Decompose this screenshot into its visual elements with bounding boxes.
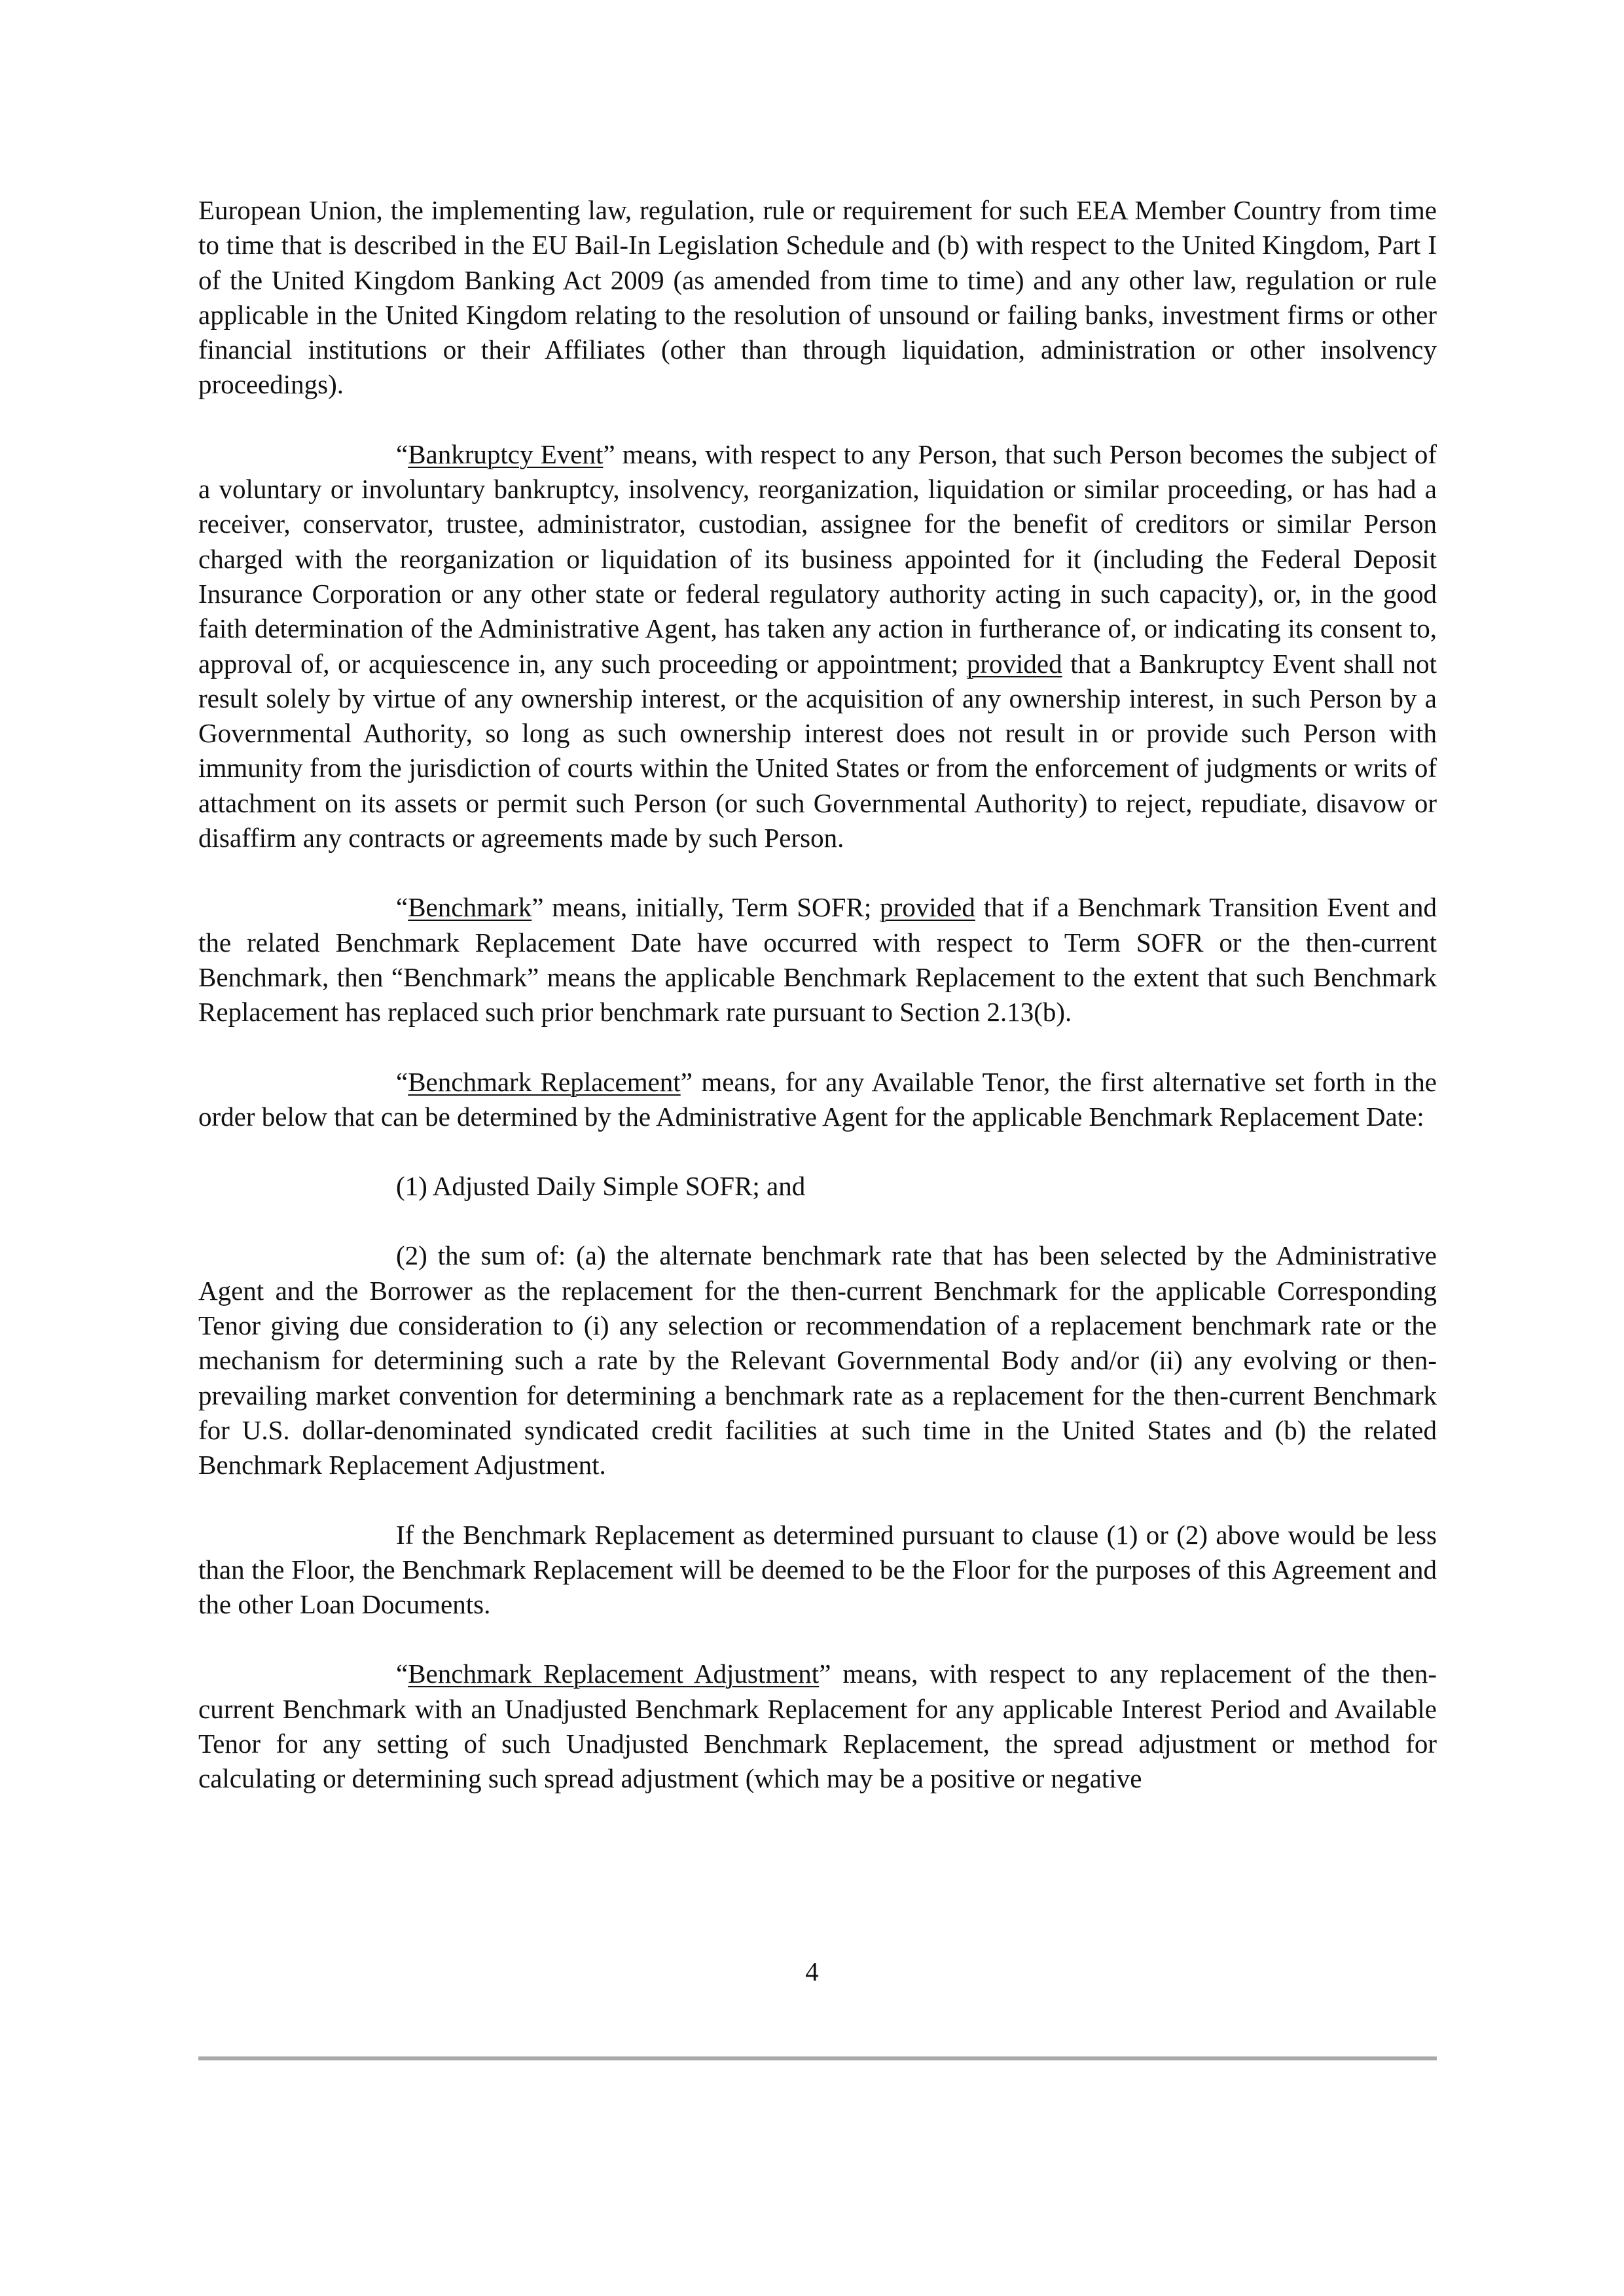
defined-term-benchmark-replacement-adjustment: Benchmark Replacement Adjustment [408, 1659, 820, 1689]
paragraph-text: “ [396, 1066, 408, 1097]
document-page [198, 193, 1437, 1831]
paragraph-bankruptcy-event [198, 437, 1437, 856]
paragraph-clause-2 [198, 1238, 1437, 1482]
paragraph-text: ” means, initially, Term SOFR; [532, 892, 880, 923]
footer-divider [198, 2056, 1437, 2060]
page-number: 4 [805, 1956, 819, 1986]
paragraph-text: “ [396, 439, 408, 469]
paragraph-benchmark [198, 890, 1437, 1030]
paragraph-text: ” means, for any Available Tenor, the first alternative set forth in the order below that can be determined by the Administrative Agent for the applicable Benchmark Replacement Date: [198, 1066, 1437, 1132]
paragraph-benchmark-replacement-adjustment [198, 1657, 1437, 1796]
defined-term-benchmark: Benchmark [408, 892, 532, 923]
paragraph-text: (1) Adjusted Daily Simple SOFR; and [396, 1171, 806, 1202]
paragraph-text: European Union, the implementing law, regulation, rule or requirement for such EEA Member Country from time to time that is described in the EU Bail-In Legislation Schedule and (b) with respect to the United Kingdom, Part I of the United Kingdom Banking Act 2009 (as amended from time to time) and any other law, regulation or rule applicable in the United Kingdom relating to the resolution of unsound or failing banks, investment firms or other financial institutions or their Affiliates (other than through liquidation, administration or other insolvency proceedings). [198, 195, 1437, 400]
defined-term-benchmark-replacement: Benchmark Replacement [408, 1066, 681, 1097]
paragraph-text: that a Bankruptcy Event shall not result solely by virtue of any ownership interest, or the acquisition of any ownership interest, in such Person by a Governmental Authority, so long as such ownership interest does not result in or provide such Person with immunity from the jurisdiction of courts within the United States or from the enforcement of judgments or writs of attachment on its assets or permit such Person (or such Governmental Authority) to reject, repudiate, disavow or disaffirm any contracts or agreements made by such Person. [198, 648, 1437, 853]
paragraph-text: “ [396, 892, 408, 923]
paragraph-benchmark-replacement [198, 1065, 1437, 1135]
provided-term: provided [966, 648, 1062, 679]
paragraph-benchmark-floor [198, 1518, 1437, 1623]
provided-term: provided [880, 892, 975, 923]
paragraph-text: (2) the sum of: (a) the alternate benchmark rate that has been selected by the Administrative Agent and the Borrower as the replacement for the then-current Benchmark for the applicable Corresponding Tenor giving due consideration to (i) any selection or recommendation of a replacement benchmark rate or the mechanism for determining such a rate by the Relevant Governmental Body and/or (ii) any evolving or then-prevailing market convention for determining a benchmark rate as a replacement for the then-current Benchmark for U.S. dollar-denominated syndicated credit facilities at such time in the United States and (b) the related Benchmark Replacement Adjustment. [198, 1240, 1437, 1480]
paragraph-text: “ [396, 1659, 408, 1689]
paragraph-text: ” means, with respect to any replacement of the then-current Benchmark with an Unadjusted Benchmark Replacement for any applicable Interest Period and Available Tenor for any setting of such Unadjusted Benchmark Replacement, the spread adjustment or method for calculating or determining such spread adjustment (which may be a positive or negative [198, 1659, 1437, 1794]
paragraph-text: ” means, with respect to any Person, that such Person becomes the subject of a voluntary or involuntary bankruptcy, insolvency, reorganization, liquidation or similar proceeding, or has had a receiver, conservator, trustee, administrator, custodian, assignee for the benefit of creditors or similar Person charged with the reorganization or liquidation of its business appointed for it (including the Federal Deposit Insurance Corporation or any other state or federal regulatory authority acting in such capacity), or, in the good faith determination of the Administrative Agent, has taken any action in furtherance of, or indicating its consent to, approval of, or acquiescence in, any such proceeding or appointment; [198, 439, 1437, 679]
paragraph-bail-in-legislation [198, 193, 1437, 403]
paragraph-clause-1 [198, 1169, 1437, 1204]
paragraph-text: that if a Benchmark Transition Event and the related Benchmark Replacement Date have occurred with respect to Term SOFR or the then-current Benchmark, then “Benchmark” means the applicable Benchmark Replacement to the extent that such Benchmark Replacement has replaced such prior benchmark rate pursuant to Section 2.13(b). [198, 892, 1437, 1028]
paragraph-text: If the Benchmark Replacement as determined pursuant to clause (1) or (2) above would be less than the Floor, the Benchmark Replacement will be deemed to be the Floor for the purposes of this Agreement and the other Loan Documents. [198, 1519, 1437, 1620]
defined-term-bankruptcy-event: Bankruptcy Event [408, 439, 604, 469]
